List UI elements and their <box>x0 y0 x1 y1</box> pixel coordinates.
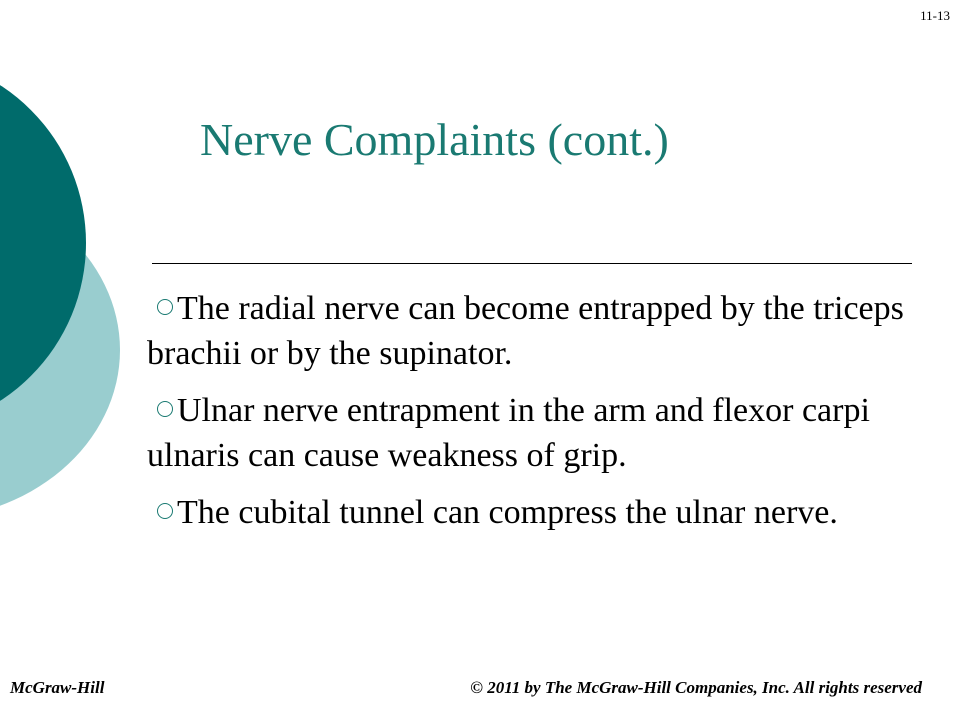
slide-title: Nerve Complaints (cont.) <box>200 114 669 165</box>
bullet-text: Ulnar nerve entrapment in the arm and flexor carpi ulnaris can cause weakness of grip. <box>147 392 870 474</box>
hollow-circle-bullet-icon <box>157 503 173 519</box>
hollow-circle-bullet-icon <box>157 401 173 417</box>
bullet-item <box>147 286 907 376</box>
bullet-item <box>147 490 907 535</box>
title-divider <box>152 263 912 264</box>
bullet-text: The cubital tunnel can compress the ulnar nerve. <box>177 494 838 531</box>
bullet-text: The radial nerve can become entrapped by the triceps brachii or by the supinator. <box>147 290 904 372</box>
footer-publisher: McGraw-Hill <box>10 678 105 697</box>
footer-copyright: © 2011 by The McGraw-Hill Companies, Inc. All rights reserved <box>470 678 922 697</box>
bullet-list <box>147 286 907 547</box>
bullet-item <box>147 388 907 478</box>
hollow-circle-bullet-icon <box>157 299 173 315</box>
slide-number: 11-13 <box>920 8 950 23</box>
